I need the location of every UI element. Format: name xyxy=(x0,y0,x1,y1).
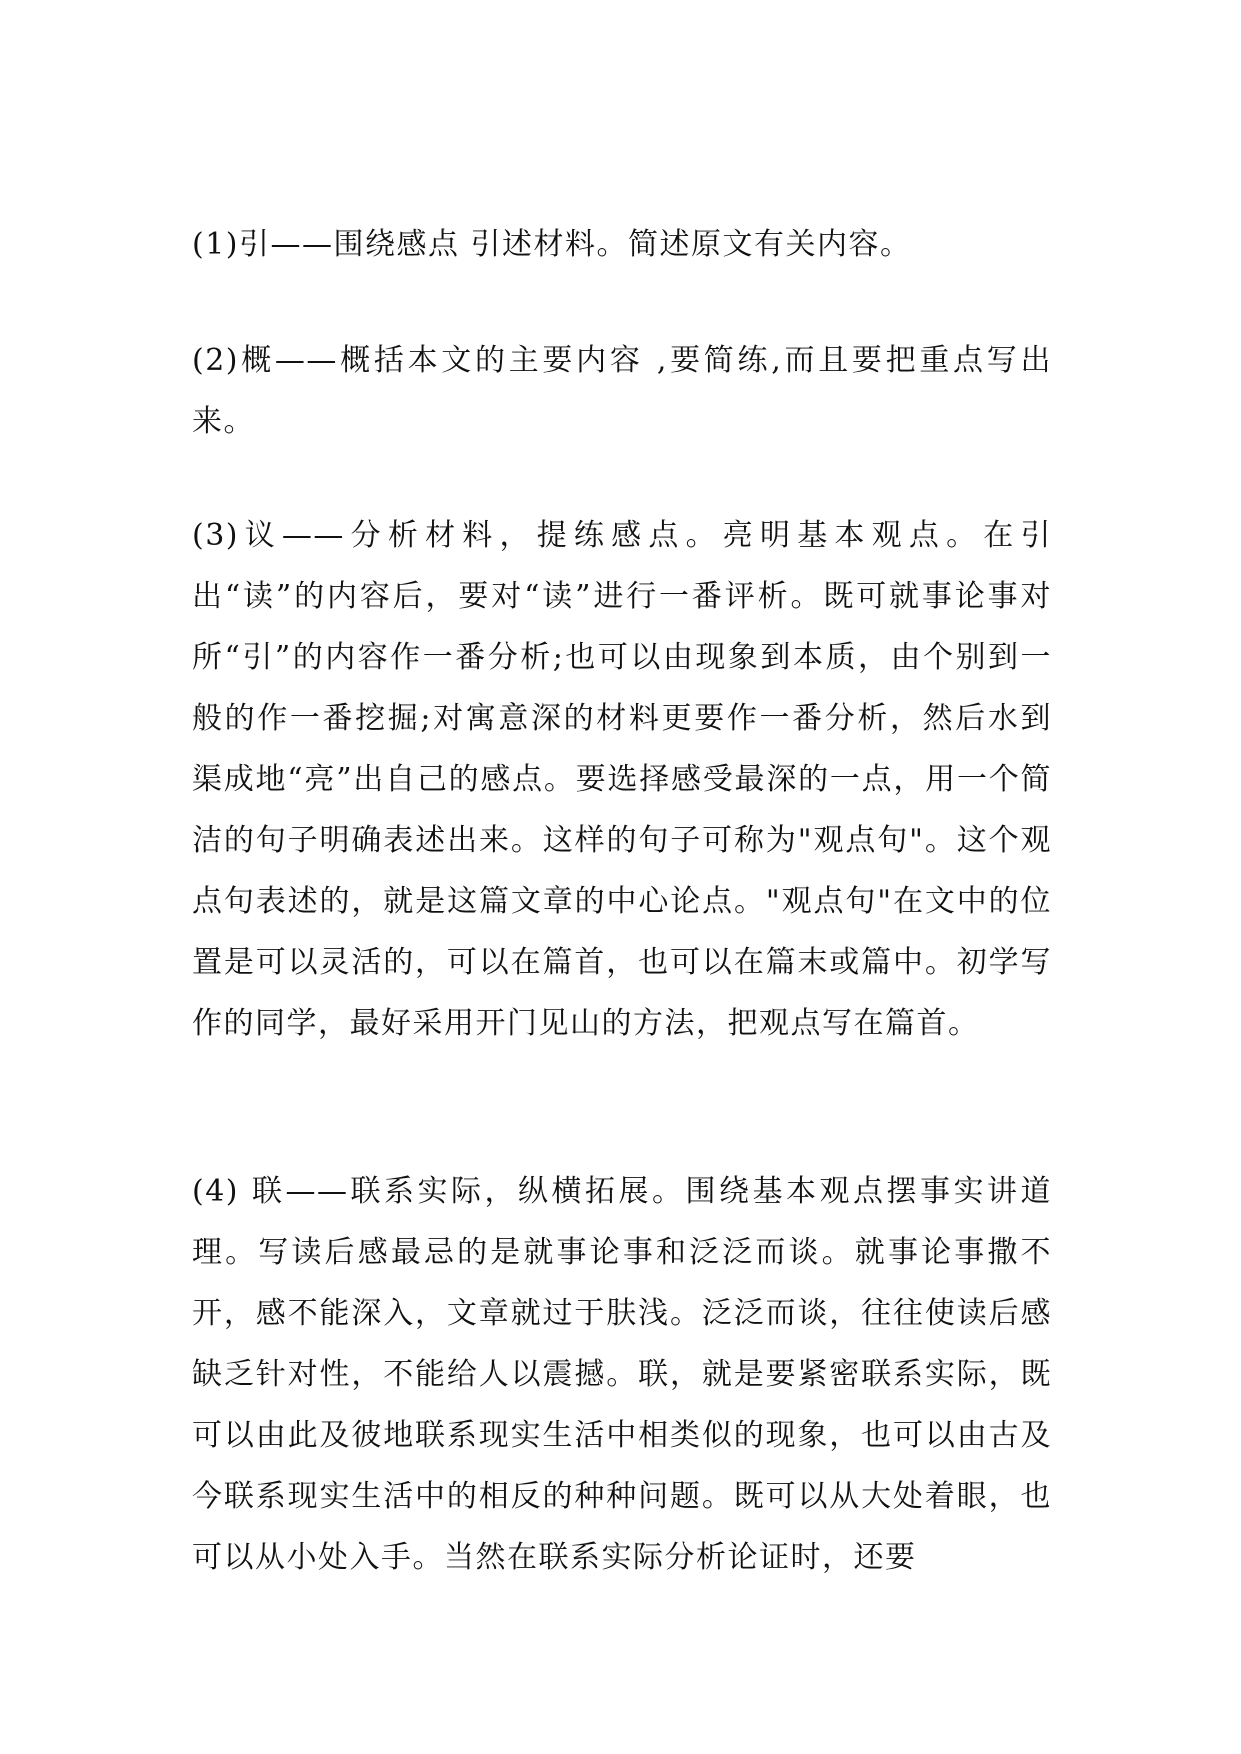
paragraph-4-lian: (4) 联——联系实际，纵横拓展。围绕基本观点摆事实讲道理。写读后感最忌的是就事论事和泛泛而谈。就事论事撒不开，感不能深入，文章就过于肤浅。泛泛而谈，往往使读后感缺乏针对性，不能给人以震撼。联，就是要紧密联系实际，既可以由此及彼地联系现实生活中相类似的现象，也可以由古及今联系现实生活中的相反的种种问题。既可以从大处着眼，也可以从小处入手。当然在联系实际分析论证时，还要 xyxy=(192,1174,1052,1575)
paragraph-1-yin: (1)引——围绕感点 引述材料。简述原文有关内容。 xyxy=(192,227,912,262)
paragraph-2-gai: (2)概——概括本文的主要内容 ,要简练,而且要把重点写出来。 xyxy=(192,343,1052,439)
paragraph-3-yi: (3)议——分析材料，提练感点。亮明基本观点。在引出“读”的内容后，要对“读”进行一番评析。既可就事论事对所“引”的内容作一番分析;也可以由现象到本质，由个别到一般的作一番挖掘;对寓意深的材料更要作一番分析，然后水到渠成地“亮”出自己的感点。要选择感受最深的一点，用一个简洁的句子明确表述出来。这样的句子可称为"观点句"。这个观点句表述的，就是这篇文章的中心论点。"观点句"在文中的位置是可以灵活的，可以在篇首，也可以在篇末或篇中。初学写作的同学，最好采用开门见山的方法，把观点写在篇首。 xyxy=(192,518,1052,1041)
